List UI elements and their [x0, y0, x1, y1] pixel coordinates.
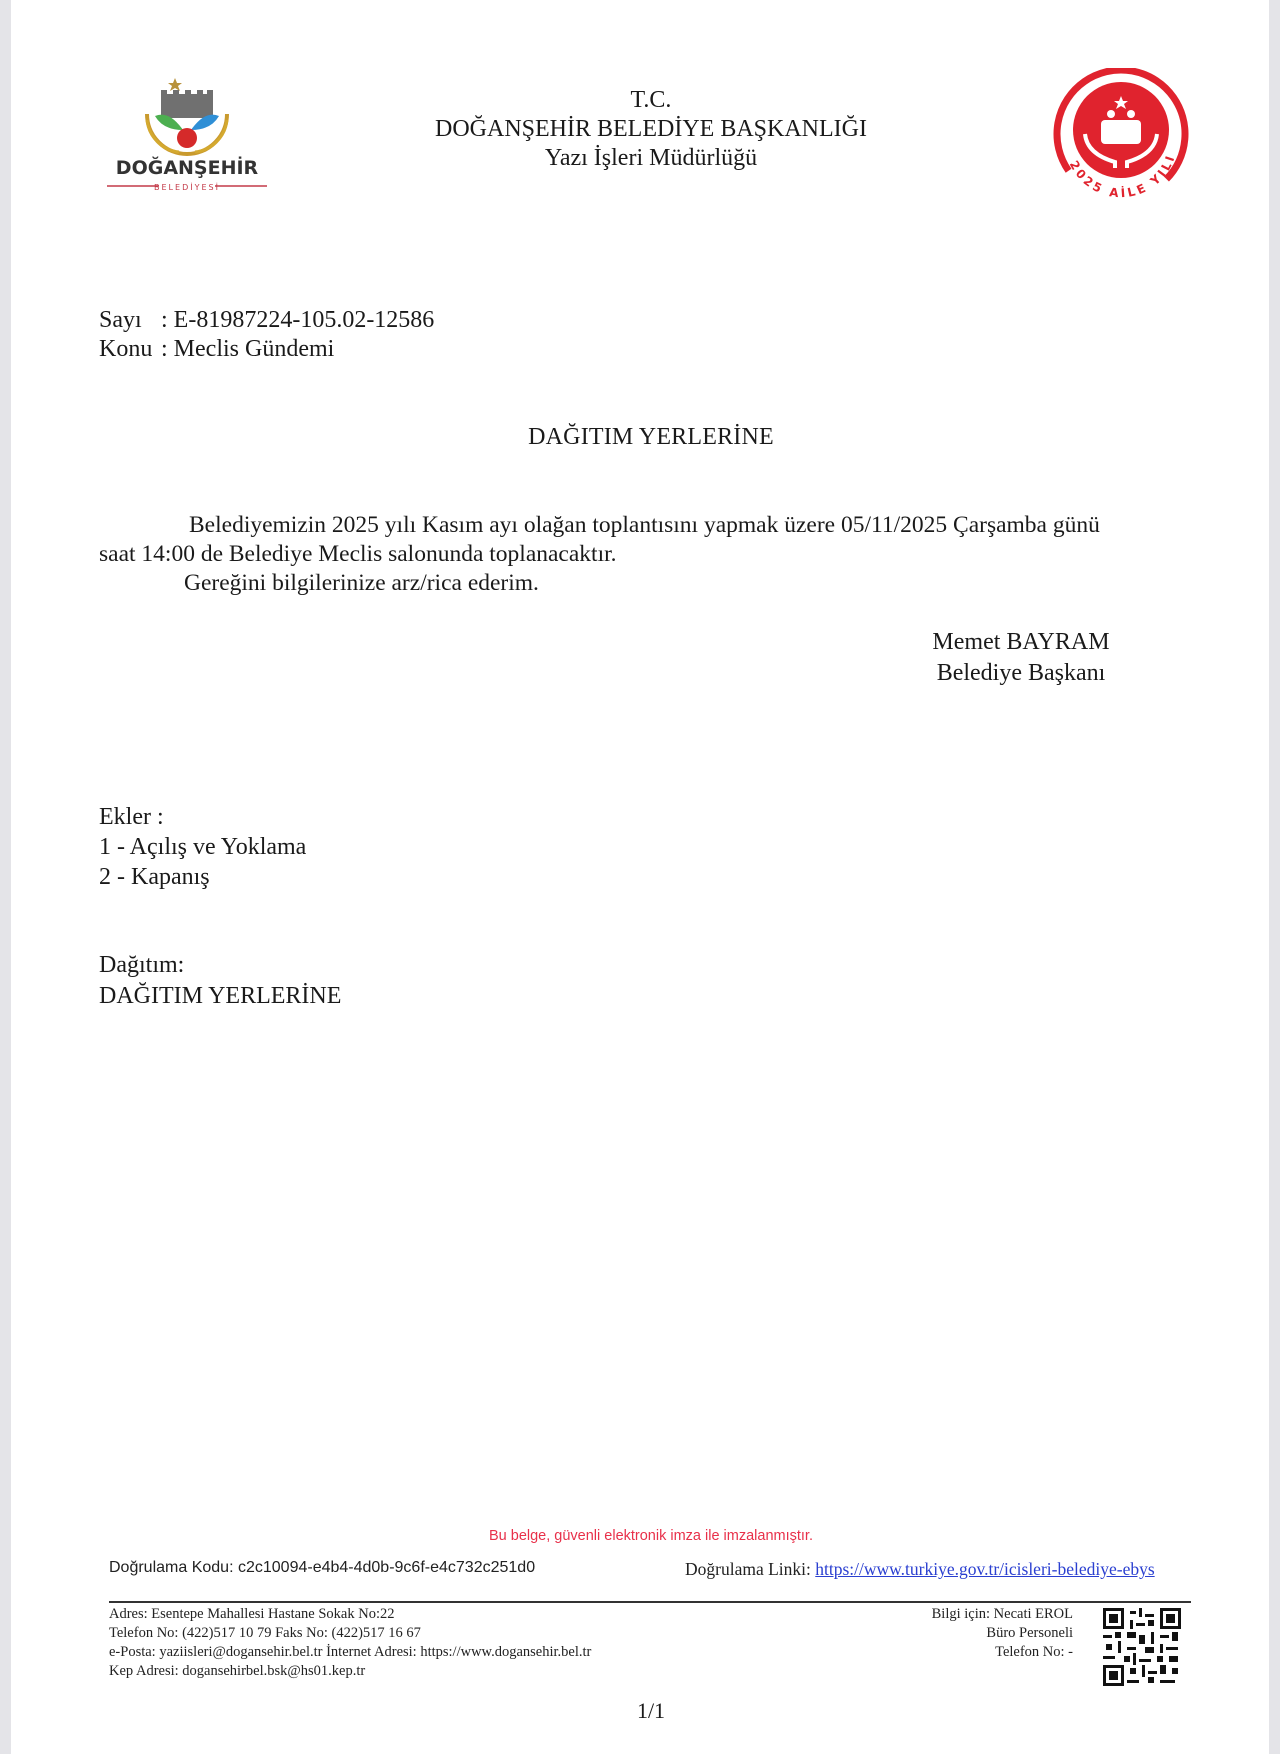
contact-block [811, 1605, 1073, 1662]
signature-block [891, 627, 1151, 689]
signatory-name: Memet BAYRAM [932, 629, 1110, 655]
verification-code-label: Doğrulama Kodu: [109, 1559, 234, 1576]
body-paragraph-2: Gereğini bilgilerinize arz/rica ederim. [184, 570, 539, 596]
verification-link [685, 1559, 1155, 1580]
signatory-title: Belediye Başkanı [936, 660, 1106, 686]
contact-role: Büro Personeli [986, 1625, 1073, 1641]
attachment-item: 2 - Kapanış [99, 864, 210, 890]
distribution-label: Dağıtım: [99, 952, 185, 978]
verification-code-value: c2c10094-e4b4-4d0b-9c6f-e4c732c251d0 [237, 1559, 536, 1576]
svg-text:BELEDİYESİ: BELEDİYESİ [154, 183, 220, 192]
konu-label: Konu [99, 336, 153, 362]
kep-line: Kep Adresi: dogansehirbel.bsk@hs01.kep.tr [109, 1663, 366, 1679]
email-line: e-Posta: yaziisleri@dogansehir.bel.tr İnternet Adresi: https://www.dogansehir.bel.tr [109, 1644, 592, 1660]
header-institution: DOĞANŞEHİR BELEDİYE BAŞKANLIĞI [435, 116, 867, 142]
verification-link-url[interactable]: https://www.turkiye.gov.tr/icisleri-belediye-ebys [815, 1559, 1155, 1579]
esign-notice: Bu belge, güvenli elektronik imza ile imzalanmıştır. [489, 1528, 813, 1544]
distribution [99, 950, 341, 1012]
header-tc: T.C. [630, 87, 672, 113]
document-page [11, 0, 1269, 1754]
address-line: Adres: Esentepe Mahallesi Hastane Sokak No:22 [109, 1606, 395, 1622]
header-department: Yazı İşleri Müdürlüğü [544, 145, 758, 171]
attachments-label: Ekler : [99, 804, 164, 830]
contact-phone: Telefon No: - [995, 1644, 1073, 1660]
phone-line: Telefon No: (422)517 10 79 Faks No: (422)517 16 67 [109, 1625, 421, 1641]
footer-divider [109, 1601, 1191, 1603]
dogansehir-logo [103, 74, 271, 198]
sayi-value: : E-81987224-105.02-12586 [161, 307, 435, 333]
attachments [99, 802, 306, 892]
sayi-label: Sayı [99, 307, 142, 333]
verification-code [109, 1559, 535, 1577]
distribution-value: DAĞITIM YERLERİNE [99, 983, 342, 1009]
svg-text:DOĞANŞEHİR: DOĞANŞEHİR [115, 157, 259, 179]
page-number: 1/1 [636, 1698, 666, 1723]
konu-value: : Meclis Gündemi [161, 336, 335, 362]
qr-code-icon [1103, 1608, 1181, 1686]
attachment-item: 1 - Açılış ve Yoklama [99, 834, 307, 860]
address-block [109, 1605, 591, 1681]
addressee: DAĞITIM YERLERİNE [528, 424, 774, 450]
svg-text:2025 AİLE YILI: 2025 AİLE YILI [1066, 151, 1179, 201]
verification-link-label: Doğrulama Linki: [685, 1559, 811, 1579]
document-number [99, 306, 434, 335]
family-year-emblem [1045, 68, 1197, 220]
document-subject [99, 335, 334, 364]
body-paragraph-1: Belediyemizin 2025 yılı Kasım ayı olağan toplantısını yapmak üzere 05/11/2025 Çarşamba günü saat 14:00 de Belediye Meclis salonunda toplanacaktır. [99, 512, 1100, 567]
contact-person: Bilgi için: Necati EROL [931, 1606, 1073, 1622]
